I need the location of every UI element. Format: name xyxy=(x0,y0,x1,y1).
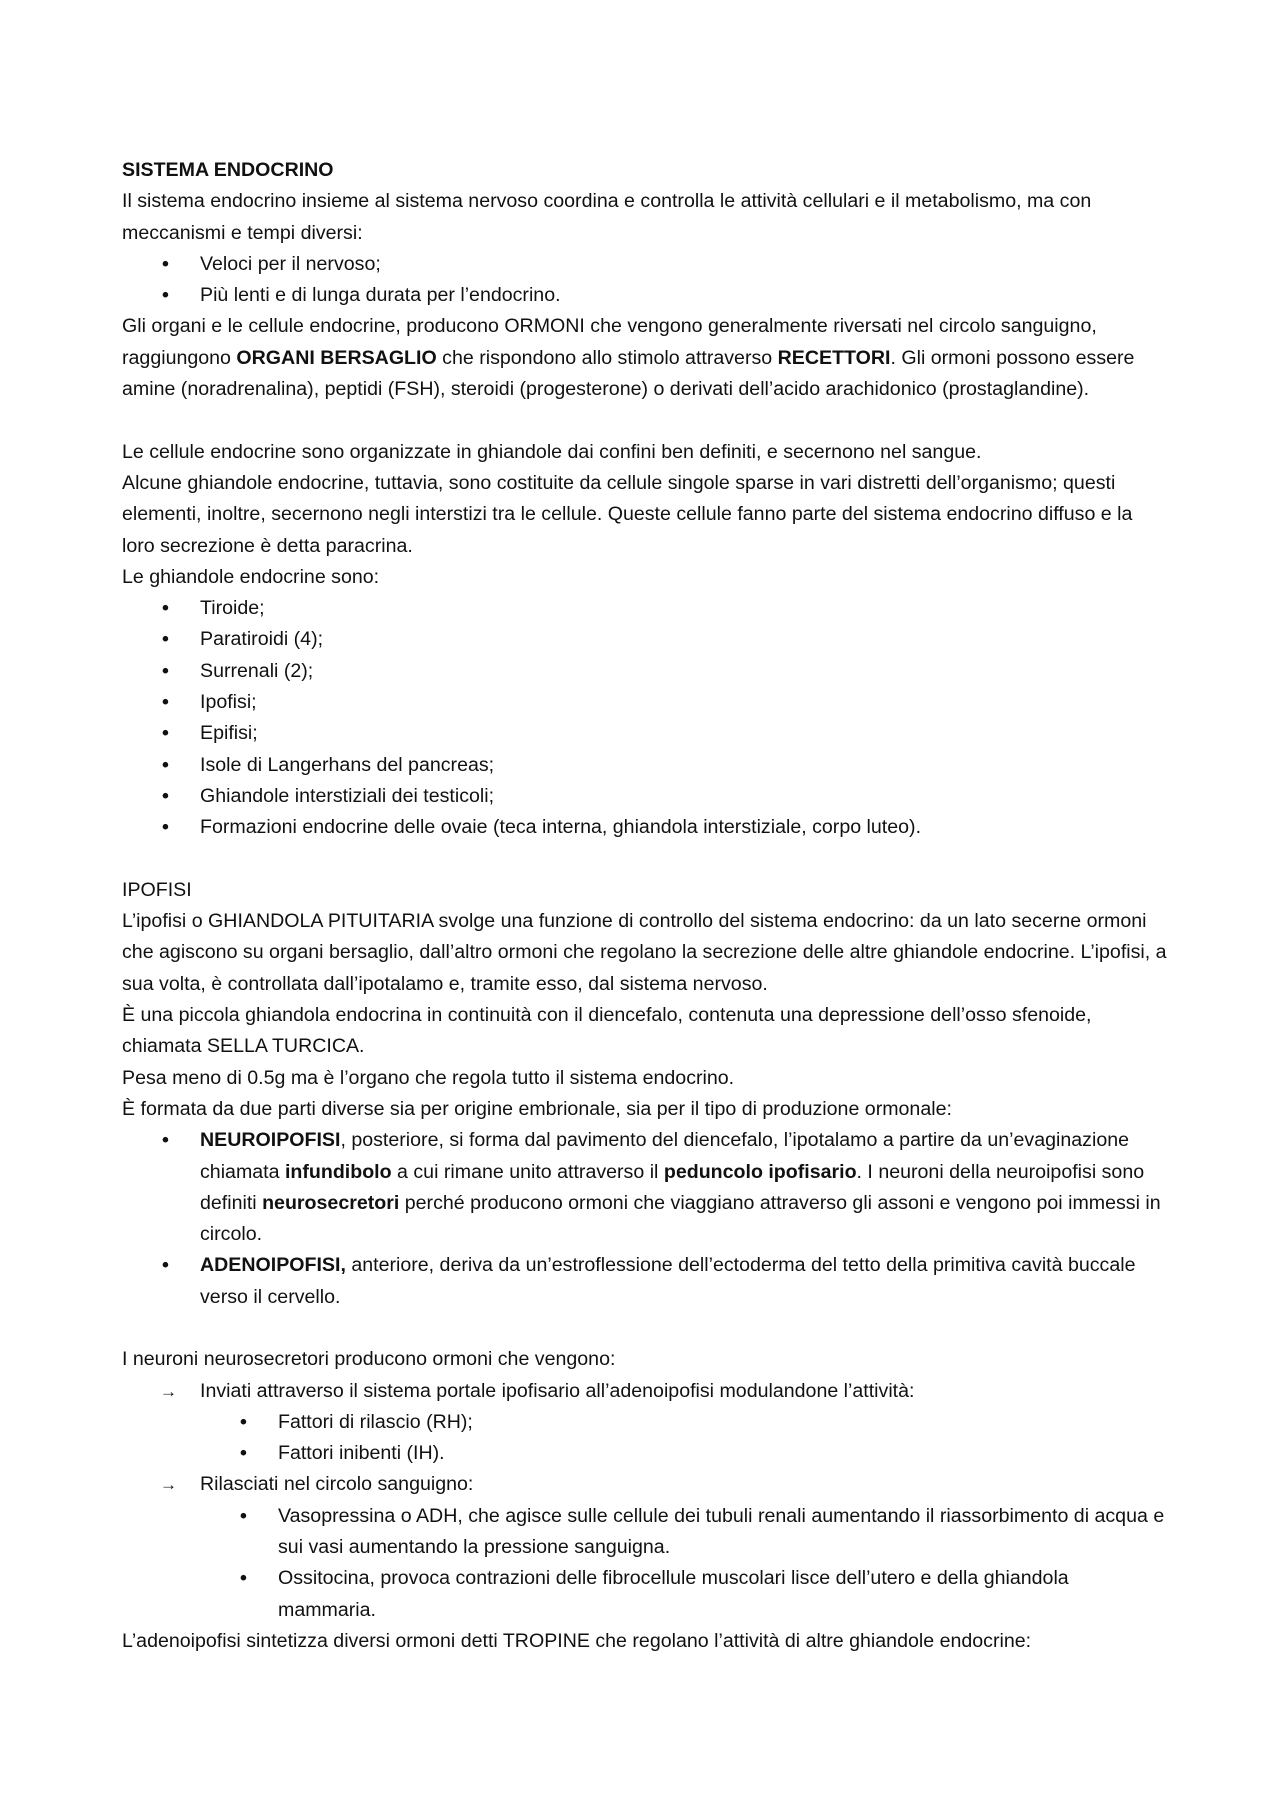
list-item: • Isole di Langerhans del pancreas; xyxy=(122,750,1170,781)
blank-line xyxy=(122,1313,1170,1344)
bullet-icon: • xyxy=(162,284,169,307)
glands-list xyxy=(122,593,1170,843)
list-item: • Fattori di rilascio (RH); xyxy=(122,1407,1170,1438)
speed-list xyxy=(122,249,1170,312)
list-item-neuroipofisi: • NEUROIPOFISI, posteriore, si forma dal pavimento del diencefalo, l’ipotalamo a partire da un’evaginazione chiamata infundibolo a cui rimane unito attraverso il peduncolo ipofisario. I neuroni della neuroipofisi sono definiti neurosecretori perché producono ormoni che viaggiano attraverso gli assoni e vengono poi immessi in circolo. xyxy=(122,1125,1170,1250)
endocrine-cells-paragraph: Le cellule endocrine sono organizzate in ghiandole dai confini ben definiti, e secernono nel sangue. xyxy=(122,440,982,463)
arrow-item-portal: → Inviati attraverso il sistema portale ipofisario all’adenoipofisi modulandone l’attività: xyxy=(122,1376,1170,1407)
list-item: • Ipofisi; xyxy=(122,687,1170,718)
bullet-icon: • xyxy=(240,1442,247,1465)
pituitary-paragraph: L’ipofisi o GHIANDOLA PITUITARIA svolge una funzione di controllo del sistema endocrino: da un lato secerne ormoni che agiscono su organi bersaglio, dall’altro ormoni che regolano la secrezione delle altre ghiandole endocrine. L’ipofisi, a sua volta, è controllata dall’ipotalamo e, tramite esso, dal sistema nervoso. xyxy=(122,910,1167,995)
list-item: • Ossitocina, provoca contrazioni delle fibrocellule muscolari lisce dell’utero e della ghiandola mammaria. xyxy=(122,1563,1170,1626)
list-item: • Tiroide; xyxy=(122,593,1170,624)
bullet-icon: • xyxy=(162,1129,169,1152)
bullet-icon: • xyxy=(240,1504,247,1527)
bullet-icon: • xyxy=(162,628,169,651)
intro-paragraph: Il sistema endocrino insieme al sistema nervoso coordina e controlla le attività cellulari e il metabolismo, ma con meccanismi e tempi diversi: xyxy=(122,190,1092,244)
section-title-sistema-endocrino: SISTEMA ENDOCRINO xyxy=(122,159,334,181)
arrow-icon: → xyxy=(160,1381,177,1401)
bullet-icon: • xyxy=(162,691,169,714)
arrow-item-circulation: → Rilasciati nel circolo sanguigno: xyxy=(122,1469,1170,1500)
list-item: • Surrenali (2); xyxy=(122,656,1170,687)
bullet-icon: • xyxy=(162,816,169,839)
diffuse-system-paragraph: Alcune ghiandole endocrine, tuttavia, sono costituite da cellule singole sparse in vari distretti dell’organismo; questi elementi, inoltre, secernono negli interstizi tra le cellule. Queste cellule fanno parte del sistema endocrino diffuso e la loro secrezione è detta paracrina. xyxy=(122,471,1133,557)
list-item: • Ghiandole interstiziali dei testicoli; xyxy=(122,781,1170,812)
section-title-ipofisi: IPOFISI xyxy=(122,878,192,901)
arrow-icon: → xyxy=(160,1475,177,1495)
weight-paragraph: Pesa meno di 0.5g ma è l’organo che regola tutto il sistema endocrino. xyxy=(122,1066,735,1089)
bullet-icon: • xyxy=(240,1567,247,1590)
sella-turcica-paragraph: È una piccola ghiandola endocrina in continuità con il diencefalo, contenuta una depressione dell’osso sfenoide, chiamata SELLA TURCICA. xyxy=(122,1004,1092,1058)
list-item: • Epifisi; xyxy=(122,718,1170,749)
parts-list xyxy=(122,1125,1170,1313)
bullet-icon: • xyxy=(162,722,169,745)
arrow-list xyxy=(122,1376,1170,1407)
list-item: • Veloci per il nervoso; xyxy=(122,249,1170,280)
bullet-icon: • xyxy=(162,659,169,682)
hormones-paragraph: Gli organi e le cellule endocrine, producono ORMONI che vengono generalmente riversati nel circolo sanguigno, raggiungono ORGANI BERSAGLIO che rispondono allo stimolo attraverso RECETTORI. Gli ormoni possono essere amine (noradrenalina), peptidi (FSH), steroidi (progesterone) o derivati dell’acido arachidonico (prostaglandine). xyxy=(122,315,1135,401)
bullet-icon: • xyxy=(162,1254,169,1277)
parts-intro: È formata da due parti diverse sia per origine embrionale, sia per il tipo di produzione ormonale: xyxy=(122,1097,952,1120)
list-item: • Fattori inibenti (IH). xyxy=(122,1438,1170,1469)
bullet-icon: • xyxy=(162,597,169,620)
factors-list xyxy=(122,1407,1170,1470)
released-hormones-list xyxy=(122,1501,1170,1626)
list-item: • Più lenti e di lunga durata per l’endocrino. xyxy=(122,280,1170,311)
list-item-adenoipofisi: • ADENOIPOFISI, anteriore, deriva da un’estroflessione dell’ectoderma del tetto della primitiva cavità buccale verso il cervello. xyxy=(122,1250,1170,1313)
neurosecretory-intro: I neuroni neurosecretori producono ormoni che vengono: xyxy=(122,1348,616,1371)
bullet-icon: • xyxy=(162,252,169,275)
list-item: • Paratiroidi (4); xyxy=(122,624,1170,655)
list-item: • Formazioni endocrine delle ovaie (teca interna, ghiandola interstiziale, corpo luteo). xyxy=(122,812,1170,843)
blank-line xyxy=(122,844,1170,875)
tropine-paragraph: L’adenoipofisi sintetizza diversi ormoni detti TROPINE che regolano l’attività di altre ghiandole endocrine: xyxy=(122,1629,1032,1652)
glands-intro: Le ghiandole endocrine sono: xyxy=(122,565,380,588)
bullet-icon: • xyxy=(162,753,169,776)
bullet-icon: • xyxy=(162,784,169,807)
list-item: • Vasopressina o ADH, che agisce sulle cellule dei tubuli renali aumentando il riassorbimento di acqua e sui vasi aumentando la pressione sanguigna. xyxy=(122,1501,1170,1564)
arrow-list-2 xyxy=(122,1469,1170,1500)
blank-line xyxy=(122,405,1170,436)
bullet-icon: • xyxy=(240,1410,247,1433)
